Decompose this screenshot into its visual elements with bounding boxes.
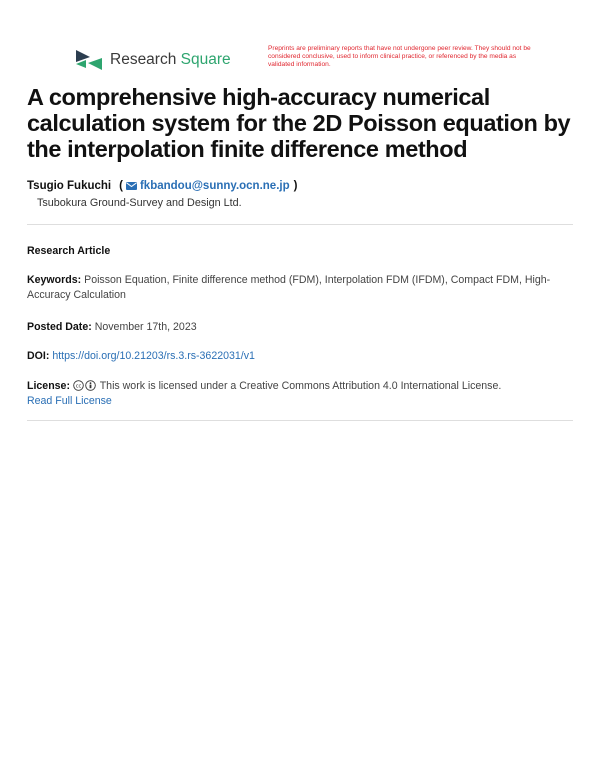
read-full-license-link[interactable]: Read Full License (27, 395, 112, 407)
attribution-icon (85, 380, 96, 391)
author-line (27, 180, 297, 192)
posted-date-label: Posted Date: (27, 321, 92, 333)
author-name: Tsugio Fukuchi (27, 180, 112, 192)
keywords-label: Keywords: (27, 274, 82, 286)
creative-commons-icon (73, 380, 84, 391)
doi-section (27, 349, 573, 364)
keywords-section (27, 273, 573, 303)
svg-text:cc: cc (75, 383, 82, 390)
article-type-section (27, 244, 573, 259)
license-section (27, 379, 573, 409)
logo-text: Research Square (110, 51, 231, 68)
keywords-value: Poisson Equation, Finite difference method (FDM), Interpolation FDM (IFDM), Compact FDM, High-Accuracy Calculation (27, 274, 551, 301)
license-text: This work is licensed under a Creative Commons Attribution 4.0 International License. (99, 380, 502, 392)
research-square-logo[interactable] (74, 48, 231, 72)
paper-title: A comprehensive high-accuracy numerical calculation system for the 2D Poisson equation by the interpolation finite difference method (27, 84, 571, 162)
envelope-icon (126, 182, 137, 190)
article-type: Research Article (27, 245, 111, 257)
doi-label: DOI: (27, 350, 50, 362)
close-paren: ) (293, 180, 298, 192)
posted-date-section (27, 320, 573, 335)
author-email-link[interactable]: fkbandou@sunny.ocn.ne.jp (139, 180, 290, 192)
preprint-disclaimer: Preprints are preliminary reports that have not undergone peer review. They should not be considered conclusive, used to inform clinical practice, or referenced by the media as validated information. (268, 45, 531, 69)
license-label: License: (27, 380, 70, 392)
research-square-logo-icon (74, 48, 104, 72)
divider-top (27, 224, 573, 225)
doi-link[interactable]: https://doi.org/10.21203/rs.3.rs-3622031/v1 (52, 350, 255, 362)
divider-bottom (27, 420, 573, 421)
posted-date-value: November 17th, 2023 (94, 321, 197, 333)
affiliation: Tsubokura Ground-Survey and Design Ltd. (37, 197, 242, 209)
open-paren: ( (119, 180, 123, 192)
